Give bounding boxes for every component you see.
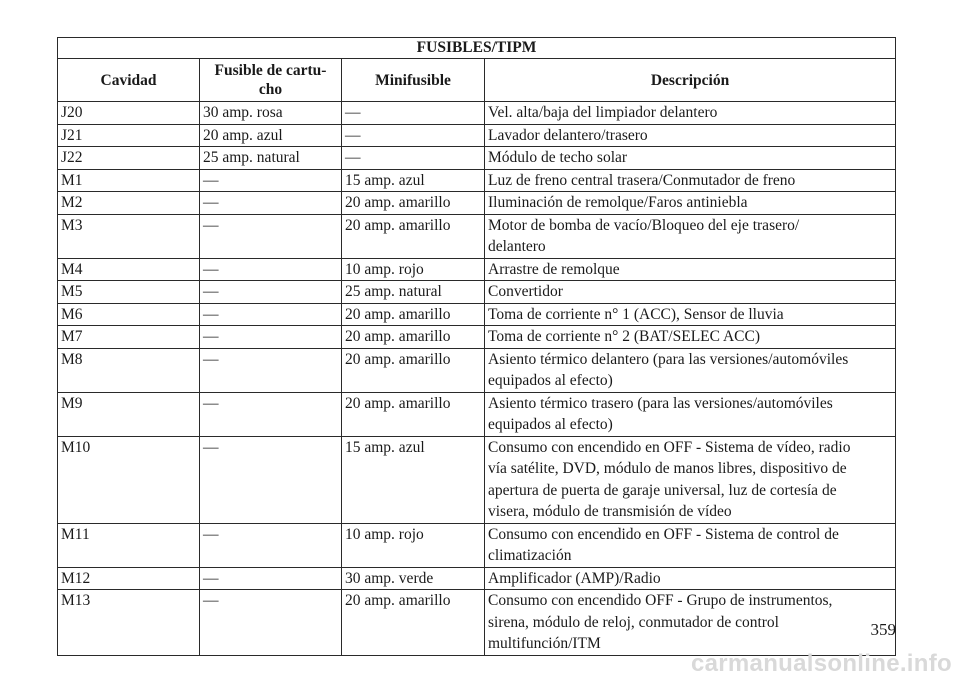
description-line: vía satélite, DVD, módulo de manos libres, dispositivo de bbox=[488, 460, 847, 477]
table-row bbox=[58, 147, 896, 170]
cell-cartridge-fuse: 30 amp. rosa bbox=[200, 102, 342, 125]
cell-cartridge-fuse: — bbox=[200, 214, 342, 258]
cell-cavity: M3 bbox=[58, 214, 200, 258]
cell-cartridge-fuse: 25 amp. natural bbox=[200, 147, 342, 170]
cell-cavity: M12 bbox=[58, 567, 200, 590]
description-line: delantero bbox=[488, 238, 546, 255]
cell-minifuse: 20 amp. amarillo bbox=[342, 303, 485, 326]
cell-description: Iluminación de remolque/Faros antiniebla bbox=[485, 192, 896, 215]
column-header-cartridge-fuse: Fusible de cartu- cho bbox=[200, 59, 342, 102]
table-row bbox=[58, 192, 896, 215]
table-title: FUSIBLES/TIPM bbox=[58, 38, 896, 59]
table-row bbox=[58, 348, 896, 392]
cell-minifuse: 20 amp. amarillo bbox=[342, 590, 485, 656]
description-line: Asiento térmico trasero (para las versiones/automóviles bbox=[488, 394, 833, 412]
table-row bbox=[58, 124, 896, 147]
table-body bbox=[58, 102, 896, 656]
cell-description: Arrastre de remolque bbox=[485, 258, 896, 281]
description-line: Asiento térmico delantero (para las versiones/automóviles bbox=[488, 350, 849, 368]
description-line: multifunción/ITM bbox=[488, 635, 601, 652]
cell-description bbox=[485, 590, 896, 656]
cell-minifuse: 10 amp. rojo bbox=[342, 258, 485, 281]
table-row bbox=[58, 590, 896, 656]
cell-description: Toma de corriente n° 1 (ACC), Sensor de lluvia bbox=[485, 303, 896, 326]
cell-description: Módulo de techo solar bbox=[485, 147, 896, 170]
page-number: 359 bbox=[870, 620, 896, 639]
cell-minifuse: 15 amp. azul bbox=[342, 169, 485, 192]
cell-minifuse: 30 amp. verde bbox=[342, 567, 485, 590]
cell-cavity: M4 bbox=[58, 258, 200, 281]
cell-minifuse: 25 amp. natural bbox=[342, 281, 485, 304]
table-row bbox=[58, 567, 896, 590]
cell-description bbox=[485, 436, 896, 523]
cell-minifuse: 15 amp. azul bbox=[342, 436, 485, 523]
cell-cavity: J22 bbox=[58, 147, 200, 170]
table-row bbox=[58, 169, 896, 192]
cell-cavity: M8 bbox=[58, 348, 200, 392]
description-line: Consumo con encendido en OFF - Sistema de control de bbox=[488, 525, 839, 543]
cell-cartridge-fuse: — bbox=[200, 392, 342, 436]
cell-cartridge-fuse: — bbox=[200, 258, 342, 281]
cell-cavity: M13 bbox=[58, 590, 200, 656]
cell-cavity: J21 bbox=[58, 124, 200, 147]
cell-cartridge-fuse: — bbox=[200, 169, 342, 192]
description-line: sirena, módulo de reloj, conmutador de control bbox=[488, 613, 779, 631]
description-line: visera, módulo de transmisión de vídeo bbox=[488, 503, 732, 520]
cell-cavity: M5 bbox=[58, 281, 200, 304]
table-row bbox=[58, 523, 896, 567]
cell-cavity: M2 bbox=[58, 192, 200, 215]
cell-description: Luz de freno central trasera/Conmutador de freno bbox=[485, 169, 896, 192]
cell-cartridge-fuse: — bbox=[200, 590, 342, 656]
table-row bbox=[58, 436, 896, 523]
cell-description: Vel. alta/baja del limpiador delantero bbox=[485, 102, 896, 125]
description-line: Consumo con encendido OFF - Grupo de instrumentos, bbox=[488, 592, 833, 609]
cell-minifuse: — bbox=[342, 124, 485, 147]
description-line: equipados al efecto) bbox=[488, 416, 613, 433]
cell-cavity: M9 bbox=[58, 392, 200, 436]
cell-description bbox=[485, 392, 896, 436]
cell-description: Lavador delantero/trasero bbox=[485, 124, 896, 147]
table-row bbox=[58, 214, 896, 258]
cell-minifuse: 20 amp. amarillo bbox=[342, 392, 485, 436]
cell-cavity: M7 bbox=[58, 326, 200, 349]
cell-cartridge-fuse: — bbox=[200, 326, 342, 349]
column-header-cavity: Cavidad bbox=[58, 59, 200, 102]
fuse-table bbox=[57, 37, 896, 656]
column-header-description: Descripción bbox=[485, 59, 896, 102]
description-line: apertura de puerta de garaje universal, luz de cortesía de bbox=[488, 481, 837, 499]
description-line: climatización bbox=[488, 547, 572, 564]
cell-description: Toma de corriente n° 2 (BAT/SELEC ACC) bbox=[485, 326, 896, 349]
table-row bbox=[58, 392, 896, 436]
cell-cavity: M1 bbox=[58, 169, 200, 192]
cell-description: Convertidor bbox=[485, 281, 896, 304]
cell-cartridge-fuse: — bbox=[200, 281, 342, 304]
table-row bbox=[58, 281, 896, 304]
table-row bbox=[58, 326, 896, 349]
cell-cavity: M10 bbox=[58, 436, 200, 523]
cell-minifuse: 20 amp. amarillo bbox=[342, 192, 485, 215]
cell-cavity: M11 bbox=[58, 523, 200, 567]
cell-cartridge-fuse: 20 amp. azul bbox=[200, 124, 342, 147]
cell-description bbox=[485, 523, 896, 567]
cell-cartridge-fuse: — bbox=[200, 523, 342, 567]
description-line: Consumo con encendido en OFF - Sistema de vídeo, radio bbox=[488, 438, 851, 456]
column-header-minifuse: Minifusible bbox=[342, 59, 485, 102]
header-row bbox=[58, 59, 896, 102]
table-row bbox=[58, 258, 896, 281]
description-line: equipados al efecto) bbox=[488, 372, 613, 389]
table-row bbox=[58, 303, 896, 326]
cell-cartridge-fuse: — bbox=[200, 192, 342, 215]
cell-minifuse: 20 amp. amarillo bbox=[342, 214, 485, 258]
cell-cartridge-fuse: — bbox=[200, 303, 342, 326]
cell-cartridge-fuse: — bbox=[200, 567, 342, 590]
watermark-logo: carmanualsonline.info bbox=[690, 650, 952, 677]
cell-minifuse: — bbox=[342, 102, 485, 125]
cell-description bbox=[485, 348, 896, 392]
cell-cavity: M6 bbox=[58, 303, 200, 326]
cell-cartridge-fuse: — bbox=[200, 436, 342, 523]
cell-description: Amplificador (AMP)/Radio bbox=[485, 567, 896, 590]
table-row bbox=[58, 102, 896, 125]
cell-cavity: J20 bbox=[58, 102, 200, 125]
description-line: Motor de bomba de vacío/Bloqueo del eje trasero/ bbox=[488, 216, 800, 234]
cell-minifuse: 20 amp. amarillo bbox=[342, 326, 485, 349]
cell-minifuse: 10 amp. rojo bbox=[342, 523, 485, 567]
cell-cartridge-fuse: — bbox=[200, 348, 342, 392]
cell-minifuse: — bbox=[342, 147, 485, 170]
cell-description bbox=[485, 214, 896, 258]
cell-minifuse: 20 amp. amarillo bbox=[342, 348, 485, 392]
